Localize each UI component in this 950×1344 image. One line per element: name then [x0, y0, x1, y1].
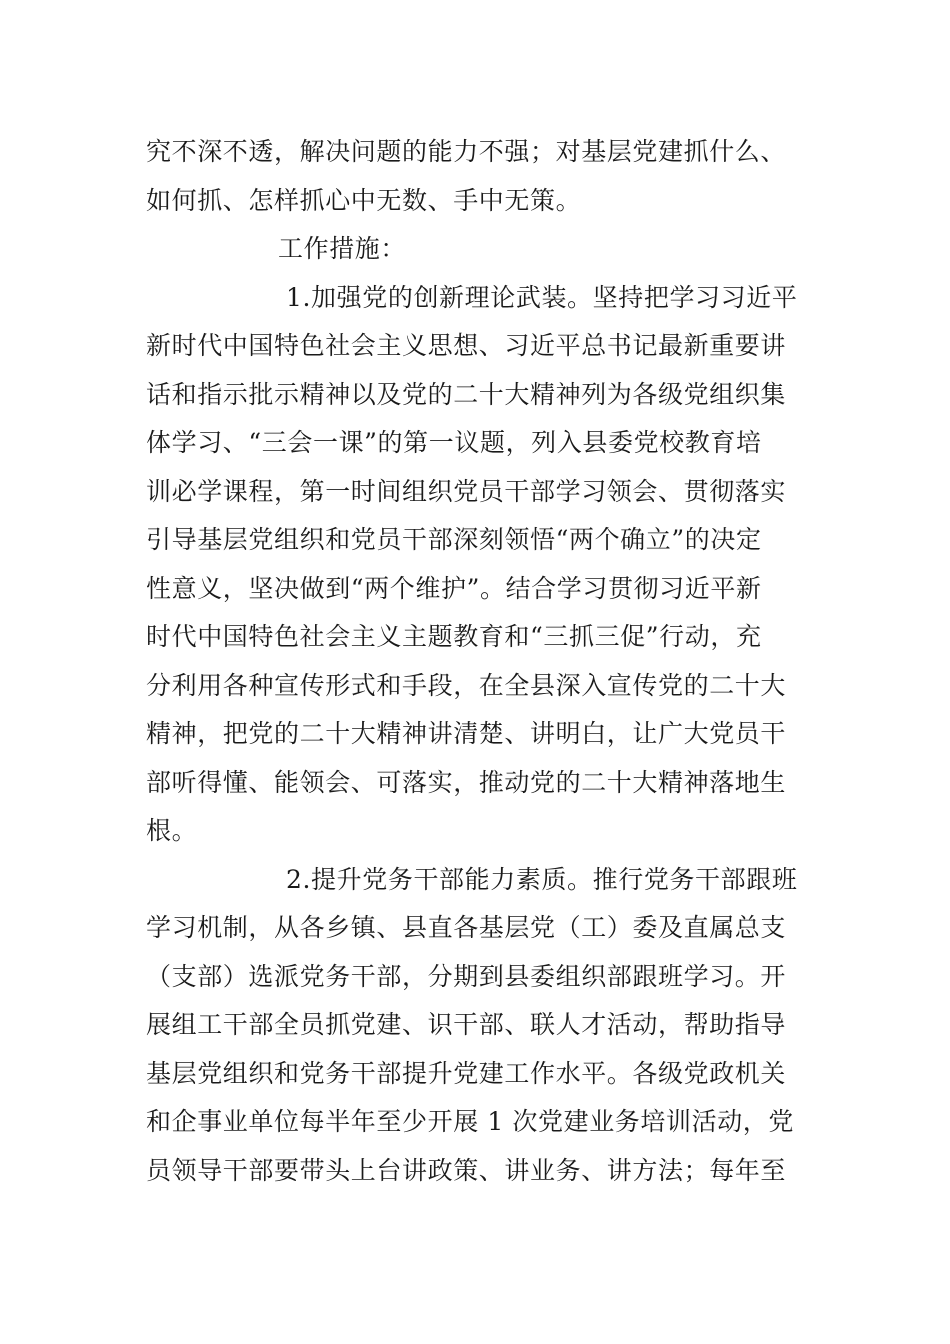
text-line: 时代中国特色社会主义主题教育和“三抓三促”行动，充: [146, 622, 762, 651]
text-line: 学习机制，从各乡镇、县直各基层党（工）委及直属总支: [146, 913, 787, 942]
text-line: 如何抓、怎样抓心中无数、手中无策。: [146, 185, 582, 215]
text-line: 分利用各种宣传形式和手段，在全县深入宣传党的二十大: [146, 670, 787, 700]
text-line: 精神，把党的二十大精神讲清楚、讲明白，让广大党员干: [146, 719, 787, 748]
text-line: 体学习、“三会一课”的第一议题，列入县委党校教育培: [146, 428, 762, 457]
text-line: 话和指示批示精神以及党的二十大精神列为各级党组织集: [146, 379, 787, 409]
numbered-item-heading: 1.加强党的创新理论武装。坚持把学习习近平: [286, 282, 798, 312]
text-line: 究不深不透，解决问题的能力不强；对基层党建抓什么、: [146, 137, 787, 166]
text-line: 根。: [146, 816, 198, 845]
text-line: 基层党组织和党务干部提升党建工作水平。各级党政机关: [146, 1058, 787, 1088]
text-line: 部听得懂、能领会、可落实，推动党的二十大精神落地生: [146, 767, 787, 797]
section-heading: 工作措施：: [278, 234, 407, 263]
text-line: 新时代中国特色社会主义思想、习近平总书记最新重要讲: [146, 331, 787, 360]
text-line: 引导基层党组织和党员干部深刻领悟“两个确立”的决定: [146, 525, 762, 554]
document-body: [146, 128, 812, 1195]
text-line: 员领导干部要带头上台讲政策、讲业务、讲方法；每年至: [146, 1155, 787, 1185]
text-line: （支部）选派党务干部，分期到县委组织部跟班学习。开: [146, 961, 787, 991]
text-line: 训必学课程，第一时间组织党员干部学习领会、贯彻落实: [146, 476, 787, 506]
text-line: 展组工干部全员抓党建、识干部、联人才活动，帮助指导: [146, 1010, 787, 1039]
text-line: 性意义，坚决做到“两个维护”。结合学习贯彻习近平新: [146, 573, 762, 603]
text-line: 和企事业单位每半年至少开展 1 次党建业务培训活动，党: [146, 1107, 795, 1136]
numbered-item-heading: 2.提升党务干部能力素质。推行党务干部跟班: [286, 864, 798, 894]
